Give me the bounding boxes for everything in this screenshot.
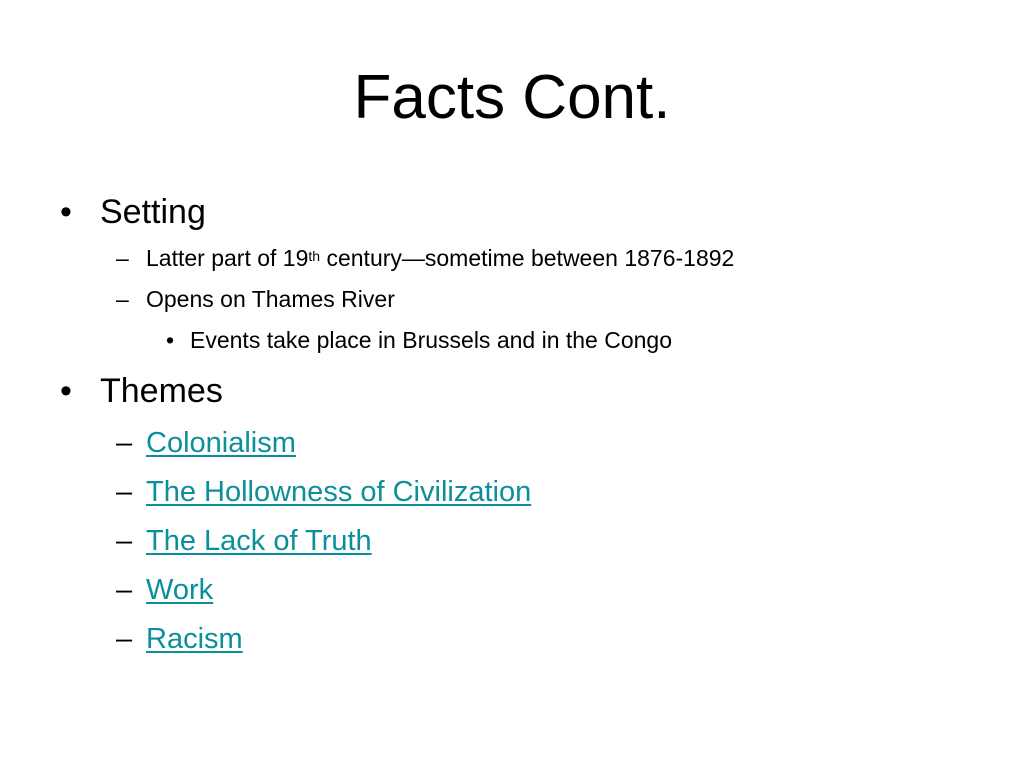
period-text-end: century—sometime between 1876-1892 <box>320 245 735 271</box>
theme-link-work[interactable]: Work <box>146 574 214 606</box>
dash-marker: – <box>116 286 129 312</box>
bullet-setting-label: Setting <box>100 193 206 231</box>
period-superscript: th <box>308 248 321 264</box>
sub-bullet-thames-text: Opens on Thames River <box>146 286 395 312</box>
theme-link-hollowness[interactable]: The Hollowness of Civilization <box>146 476 532 508</box>
dash-marker: – <box>116 623 133 655</box>
dash-marker: – <box>116 427 133 459</box>
dash-marker: – <box>116 245 129 271</box>
theme-link-lack-of-truth[interactable]: The Lack of Truth <box>146 525 372 557</box>
bullet-marker: • <box>60 372 72 410</box>
bullet-marker-small: • <box>166 327 175 353</box>
sub-sub-bullet-events-text: Events take place in Brussels and in the Congo <box>190 327 673 353</box>
period-text-start: Latter part of 19 <box>146 245 309 271</box>
bullet-marker: • <box>60 193 72 231</box>
theme-link-colonialism[interactable]: Colonialism <box>146 427 296 459</box>
bullet-themes-label: Themes <box>100 372 223 410</box>
dash-marker: – <box>116 476 133 508</box>
dash-marker: – <box>116 525 133 557</box>
slide-title: Facts Cont. <box>353 63 671 132</box>
theme-link-racism[interactable]: Racism <box>146 623 243 655</box>
dash-marker: – <box>116 574 133 606</box>
sub-bullet-period-text <box>146 244 734 272</box>
